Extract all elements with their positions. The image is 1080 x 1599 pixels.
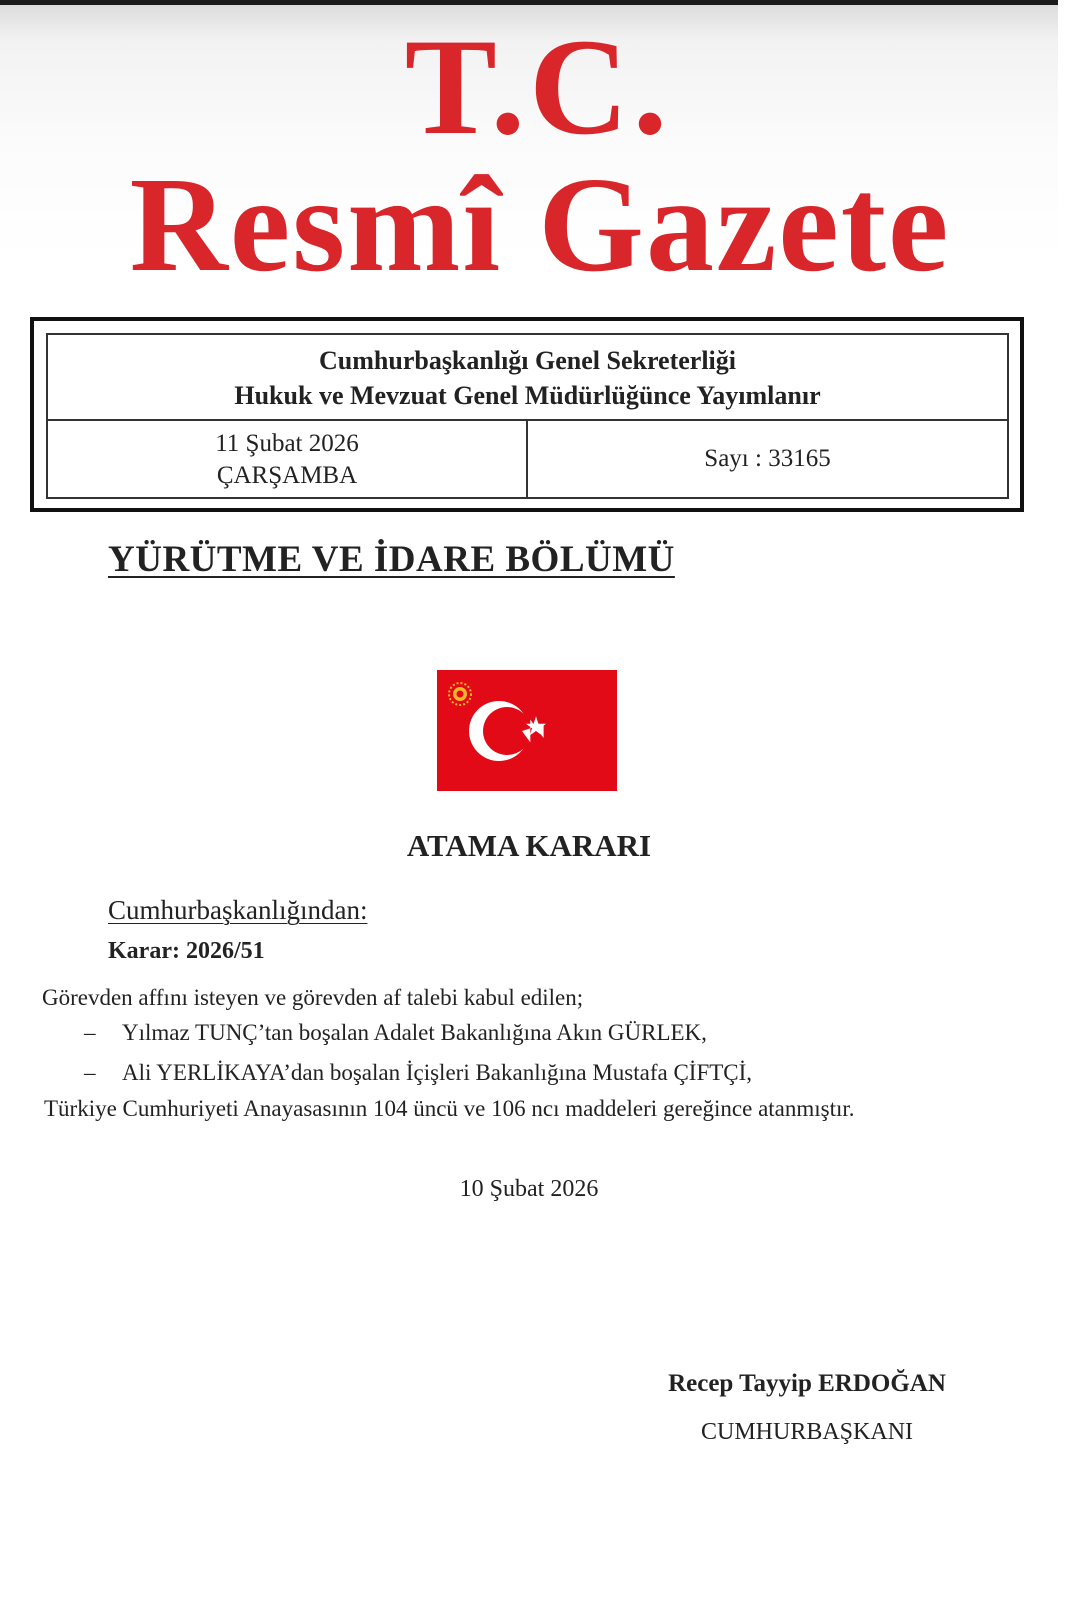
decision-title: ATAMA KARARI — [406, 828, 652, 863]
publisher-cell — [48, 335, 1007, 421]
issuing-authority: Cumhurbaşkanlığından: — [108, 895, 368, 925]
list-dash: – — [84, 1060, 96, 1085]
appointment-item — [84, 1017, 707, 1049]
publication-header-box — [30, 317, 1024, 512]
decision-closing: Türkiye Cumhuriyeti Anayasasının 104 üncü ve 106 ncı maddeleri gereğince atanmıştır. — [44, 1096, 855, 1121]
turkish-flag-icon — [437, 670, 617, 791]
appointment-text: Ali YERLİKAYA’dan boşalan İçişleri Bakanlığına Mustafa ÇİFTÇİ, — [122, 1060, 753, 1085]
date-cell — [48, 421, 528, 497]
page-right-margin — [1058, 0, 1080, 1599]
issue-weekday: ÇARŞAMBA — [216, 462, 358, 489]
publication-header-inner — [46, 333, 1009, 499]
signer-title: CUMHURBAŞKANI — [700, 1419, 914, 1445]
publisher-line-2: Hukuk ve Mevzuat Genel Müdürlüğünce Yayımlanır — [234, 381, 821, 410]
appointment-item — [84, 1057, 752, 1089]
masthead-tc: T.C. — [404, 10, 672, 163]
decision-intro: Görevden affını isteyen ve görevden af talebi kabul edilen; — [42, 985, 584, 1010]
decision-number: Karar: 2026/51 — [108, 938, 265, 964]
publisher-line-1: Cumhurbaşkanlığı Genel Sekreterliği — [319, 346, 736, 375]
list-dash: – — [84, 1020, 96, 1045]
section-heading: YÜRÜTME VE İDARE BÖLÜMÜ — [108, 539, 675, 580]
signing-date: 10 Şubat 2026 — [459, 1176, 599, 1202]
appointment-text: Yılmaz TUNÇ’tan boşalan Adalet Bakanlığına Akın GÜRLEK, — [122, 1020, 707, 1045]
signer-name: Recep Tayyip ERDOĞAN — [668, 1370, 946, 1397]
top-edge — [0, 0, 1080, 5]
issue-number: Sayı : 33165 — [704, 445, 831, 472]
issue-date: 11 Şubat 2026 — [215, 430, 359, 457]
masthead-title: Resmî Gazete — [129, 150, 951, 300]
